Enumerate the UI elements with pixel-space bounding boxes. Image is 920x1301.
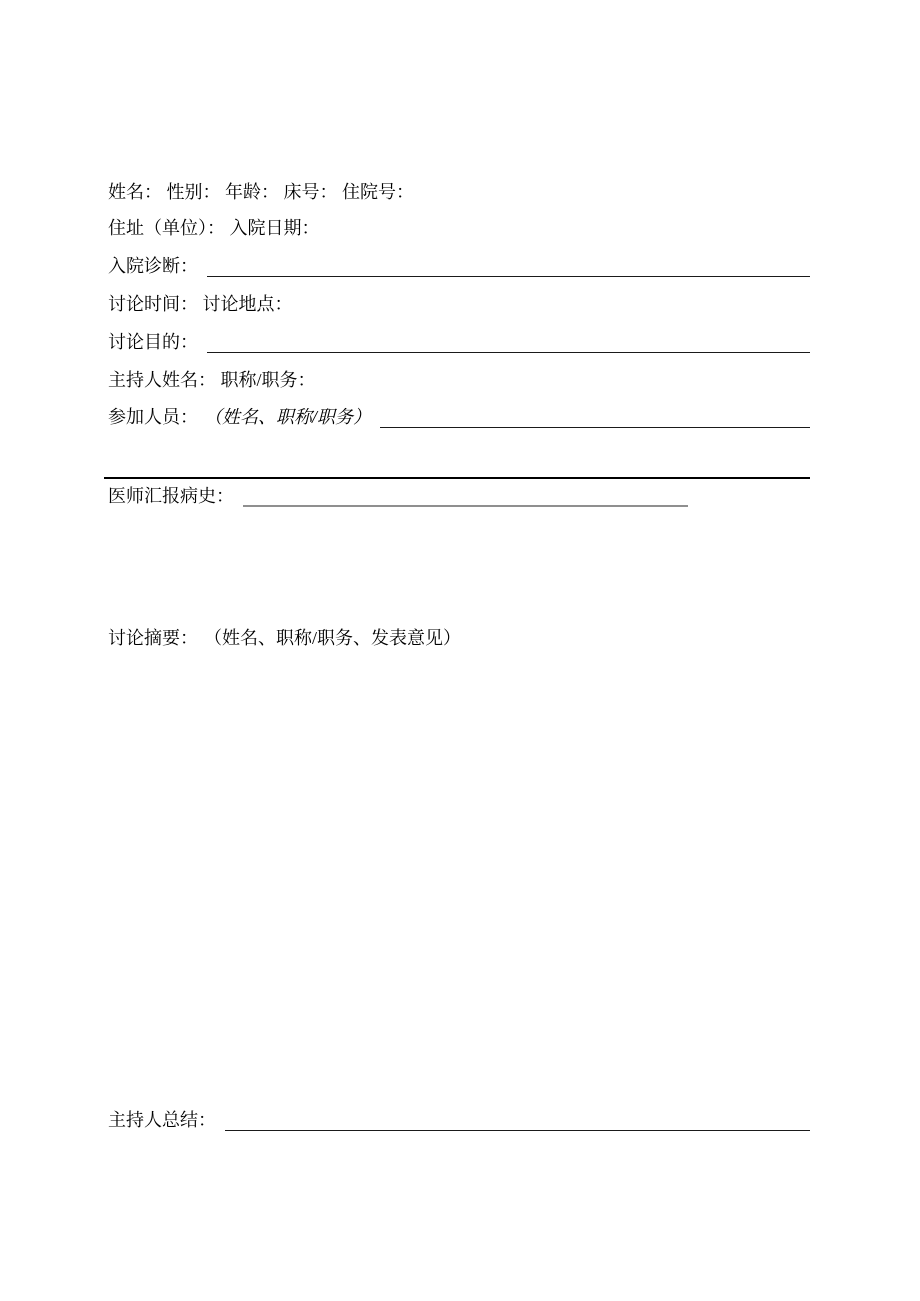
address-admission-row [108,217,810,239]
physician-report-label: 医师汇报病史： [108,486,234,506]
host-name-title-row [108,369,810,391]
discussion-summary-format-note: （姓名、职称/职务、发表意见） [204,628,461,648]
host-name-title-label: 主持人姓名： 职称/职务： [108,370,316,390]
discussion-purpose-label: 讨论目的： [108,332,198,352]
host-conclusion-row [108,1109,810,1131]
discussion-summary-label: 讨论摘要： [108,628,198,648]
participants-label: 参加人员： [108,407,198,427]
participants-blank[interactable] [380,407,810,428]
admission-diagnosis-row [108,255,810,277]
patient-info-label: 姓名： 性别： 年龄： 床号： 住院号： [108,182,414,202]
admission-diagnosis-label: 入院诊断： [108,256,198,276]
participants-continuation-blank-line[interactable] [104,477,810,479]
host-conclusion-label: 主持人总结： [108,1110,216,1130]
admission-diagnosis-blank[interactable] [207,256,810,277]
discussion-time-place-row [108,293,810,315]
address-admission-label: 住址（单位）： 入院日期： [108,218,320,238]
physician-report-blank[interactable] [243,487,688,507]
host-conclusion-blank[interactable] [225,1110,810,1131]
discussion-purpose-row [108,331,810,353]
patient-info-row [108,181,810,203]
discussion-time-place-label: 讨论时间： 讨论地点： [108,294,293,314]
physician-report-row [108,485,810,507]
discussion-purpose-blank[interactable] [207,332,810,353]
discussion-summary-row [108,627,810,649]
participants-format-note: （姓名、职称/职务） [204,407,372,427]
participants-row [108,406,810,428]
